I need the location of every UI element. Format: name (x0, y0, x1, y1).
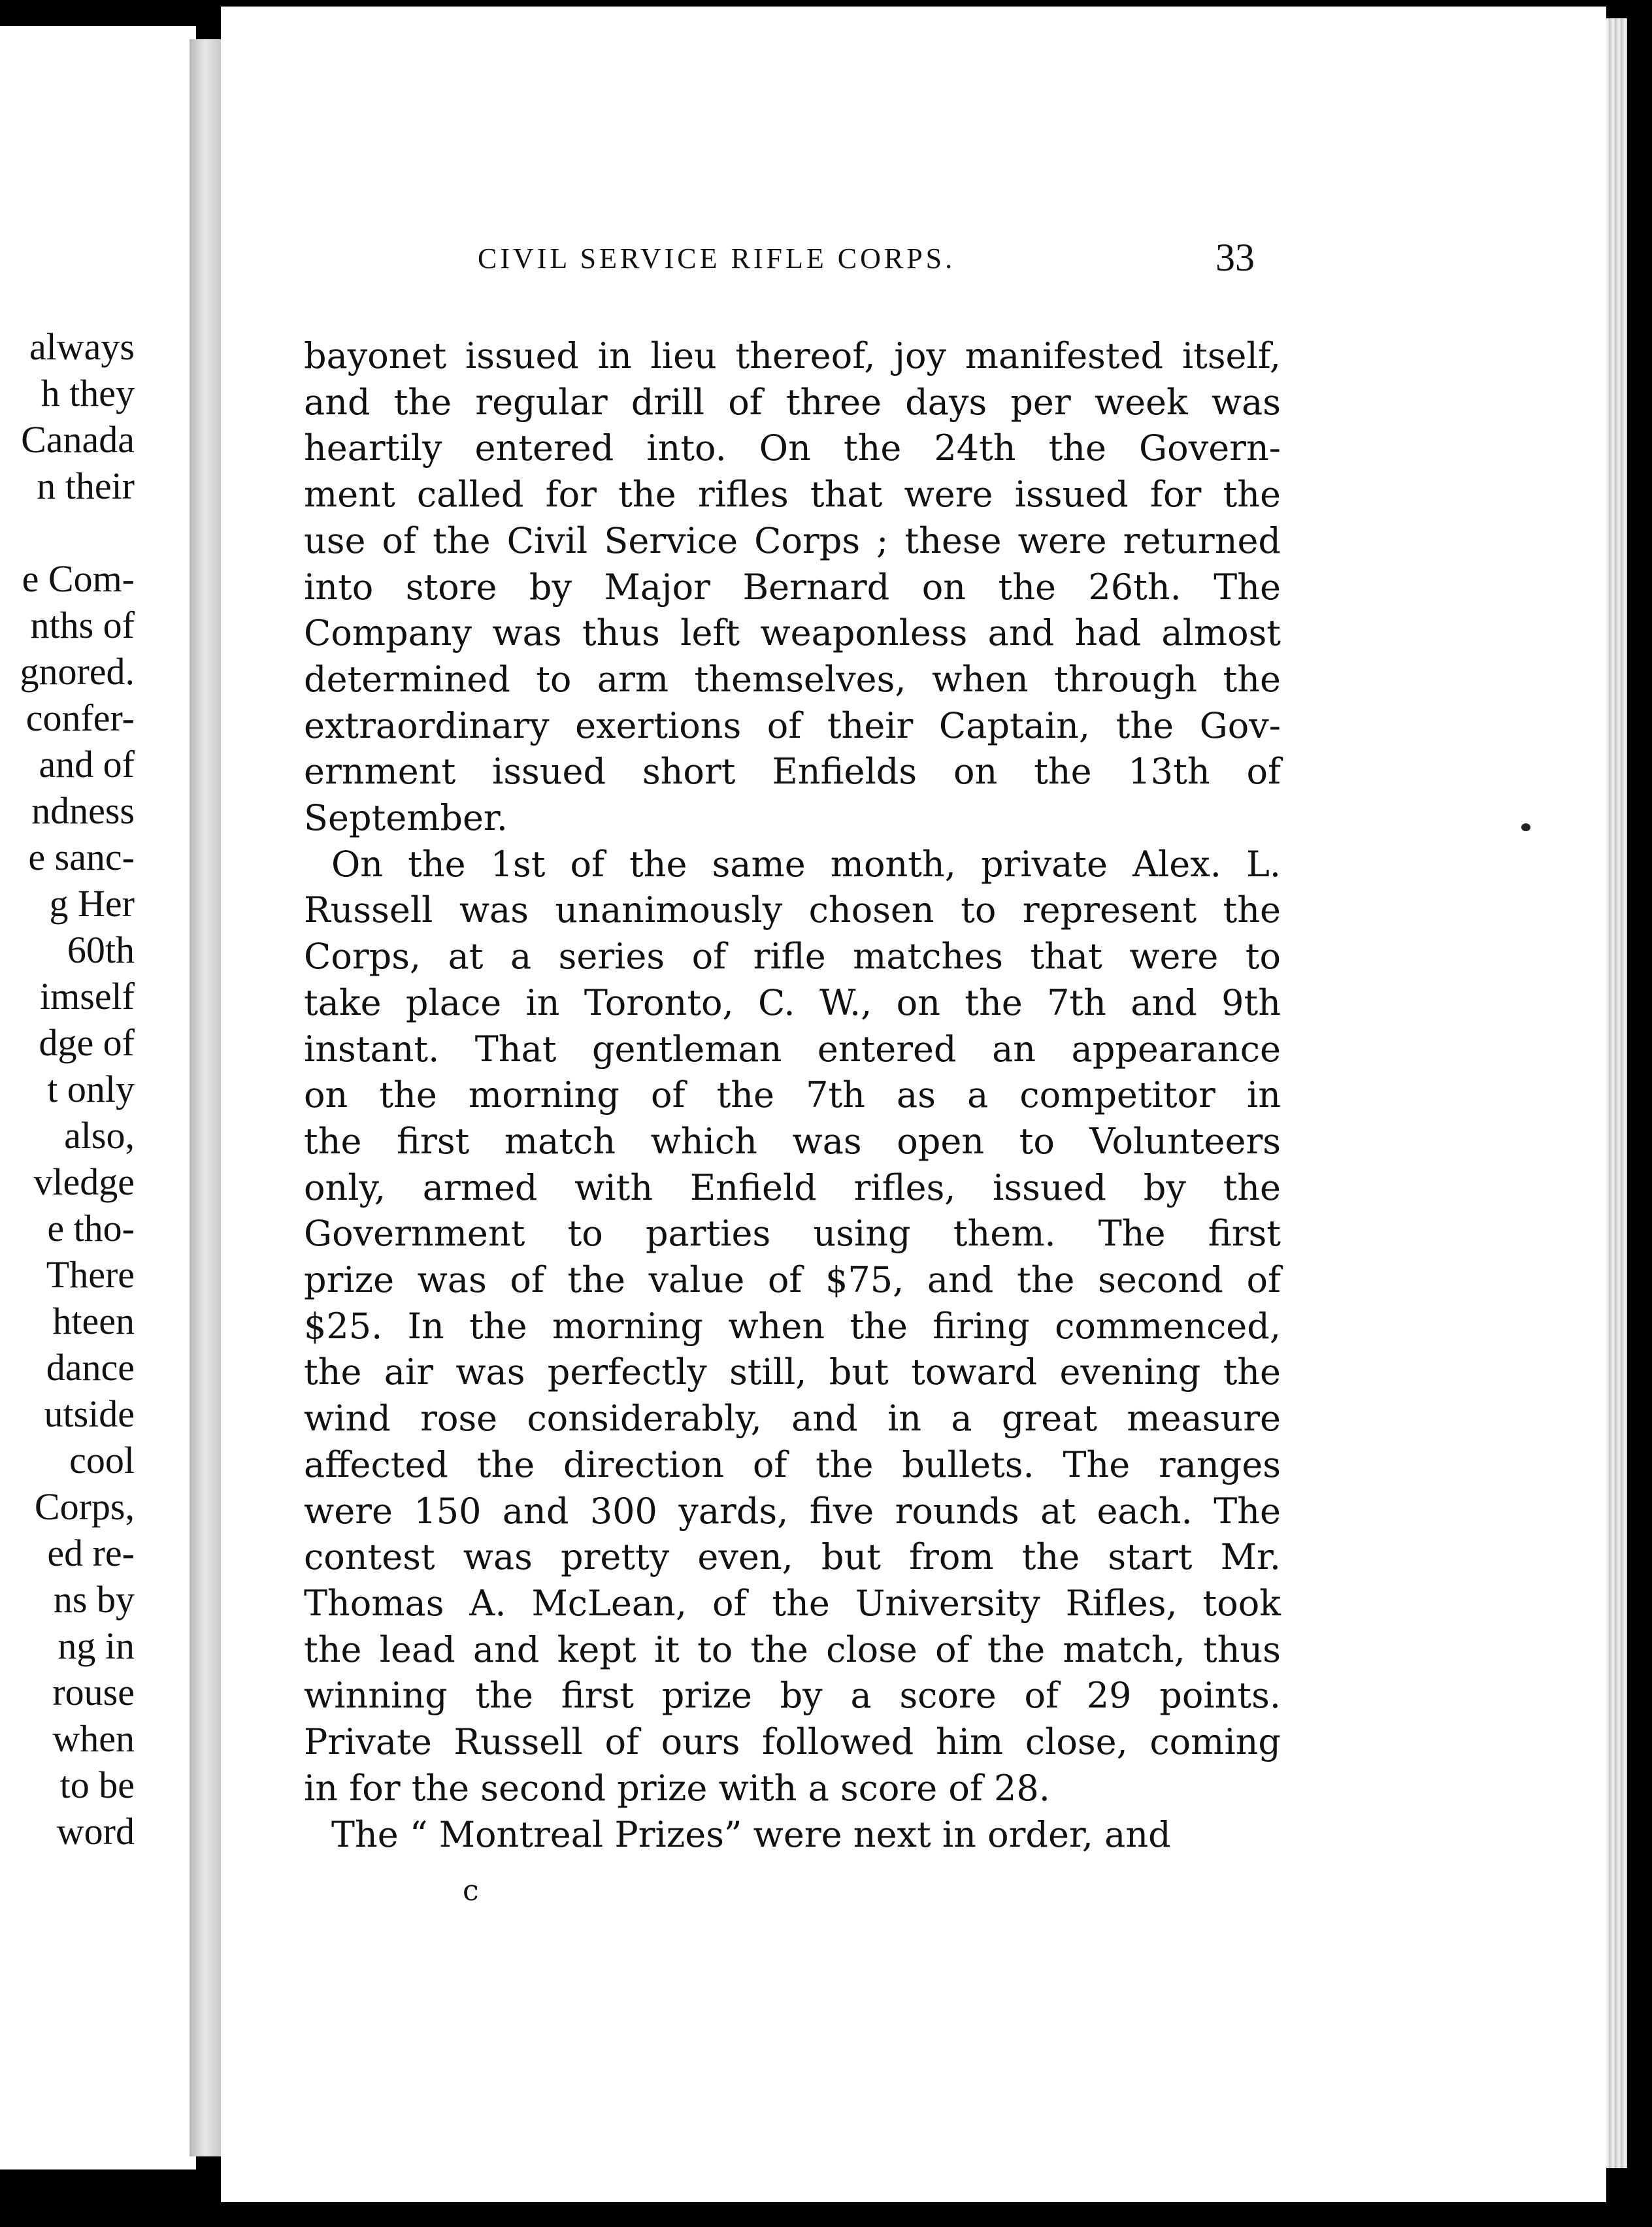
body-line: contest was pretty even, but from the start Mr. (304, 1536, 1281, 1578)
body-line: only, armed with Enfield rifles, issued by the (304, 1166, 1281, 1208)
body-line: instant. That gentleman entered an appearance (304, 1028, 1281, 1070)
body-line: Government to parties using them. The first (304, 1213, 1281, 1255)
left-page (0, 26, 196, 2169)
body-line: Private Russell of ours followed him close, coming (304, 1721, 1281, 1763)
body-line: On the 1st of the same month, private Alex. L. (331, 843, 1281, 885)
left-page-line: ed re- (47, 1532, 135, 1574)
left-page-line: gnored. (20, 650, 135, 693)
left-page-line: nths of (30, 604, 135, 646)
left-page-line: when (52, 1717, 135, 1760)
left-page-line: e tho- (47, 1207, 135, 1249)
body-line: ernment issued short Enfields on the 13th of (304, 751, 1281, 793)
left-page-line: vledge (33, 1161, 135, 1203)
left-page-text (20, 323, 135, 1855)
left-page-line: hteen (52, 1300, 135, 1342)
ink-speck (1521, 823, 1530, 831)
left-page-line: ndness (31, 789, 135, 832)
body-line: September. (304, 797, 508, 839)
left-page-line: ns by (53, 1578, 135, 1621)
body-line: winning the first prize by a score of 29 points. (304, 1675, 1281, 1717)
body-line: the air was perfectly still, but toward evening the (304, 1351, 1281, 1393)
body-line: and the regular drill of three days per week was (304, 381, 1281, 423)
body-line: wind rose considerably, and in a great measure (304, 1398, 1281, 1440)
body-line: the first match which was open to Volunteers (304, 1120, 1281, 1162)
left-page-line: dance (46, 1346, 135, 1389)
left-page-line: and of (39, 743, 135, 785)
body-line: were 150 and 300 yards, five rounds at each. The (304, 1490, 1281, 1532)
body-line: heartily entered into. On the 24th the Govern- (304, 427, 1281, 469)
body-line: into store by Major Bernard on the 26th. The (304, 566, 1281, 608)
left-page-line: utside (44, 1393, 135, 1435)
left-page-line: word (56, 1810, 135, 1853)
right-page (221, 7, 1606, 2202)
body-line: use of the Civil Service Corps ; these were returned (304, 520, 1281, 561)
body-text (304, 333, 1281, 1858)
left-page-line: e sanc- (28, 836, 135, 878)
left-page-line: rouse (52, 1671, 135, 1713)
left-page-line: t only (47, 1068, 135, 1110)
left-page-line: always (29, 325, 135, 368)
body-line: The “ Montreal Prizes” were next in order, and (331, 1813, 1171, 1855)
left-page-line: e Com- (22, 557, 135, 600)
body-line: the lead and kept it to the close of the match, thus (304, 1628, 1281, 1670)
left-page-line (20, 509, 135, 555)
left-page-line: Canada (21, 418, 135, 461)
body-line: extraordinary exertions of their Captain, the Gov- (304, 704, 1281, 746)
body-line: bayonet issued in lieu thereof, joy manifested itself, (304, 335, 1281, 376)
left-page-line: dge of (39, 1021, 135, 1064)
left-page-line: h they (41, 372, 135, 414)
body-line: in for the second prize with a score of 28. (304, 1767, 1050, 1809)
signature-mark: c (463, 1874, 479, 1907)
book-gutter (190, 39, 221, 2156)
left-page-line: Corps, (34, 1485, 135, 1528)
running-head: CIVIL SERVICE RIFLE CORPS. (478, 242, 956, 274)
body-line: Russell was unanimously chosen to represent the (304, 889, 1281, 931)
left-page-line: also, (64, 1114, 135, 1157)
left-page-line: ng in (58, 1625, 135, 1667)
left-page-line: 60th (67, 929, 135, 971)
body-line: affected the direction of the bullets. The ranges (304, 1443, 1281, 1485)
body-line: Thomas A. McLean, of the University Rifles, took (304, 1582, 1281, 1624)
left-page-line: cool (69, 1439, 135, 1481)
left-page-line: g Her (49, 882, 135, 925)
left-page-line: confer- (25, 697, 135, 739)
left-page-line: imself (40, 975, 135, 1017)
body-line: Company was thus left weaponless and had almost (304, 612, 1281, 654)
body-line: on the morning of the 7th as a competitor in (304, 1074, 1281, 1116)
body-line: determined to arm themselves, when through the (304, 658, 1281, 700)
body-line: Corps, at a series of rifle matches that were to (304, 936, 1281, 978)
left-page-line: to be (59, 1764, 135, 1806)
body-line: $25. In the morning when the firing commenced, (304, 1305, 1281, 1347)
left-page-line: n their (37, 465, 135, 507)
body-line: prize was of the value of $75, and the second of (304, 1259, 1281, 1301)
left-page-line: There (46, 1253, 135, 1296)
body-line: take place in Toronto, C. W., on the 7th and 9th (304, 982, 1281, 1023)
body-line: ment called for the rifles that were issued for the (304, 474, 1281, 516)
page-number: 33 (1215, 236, 1255, 279)
